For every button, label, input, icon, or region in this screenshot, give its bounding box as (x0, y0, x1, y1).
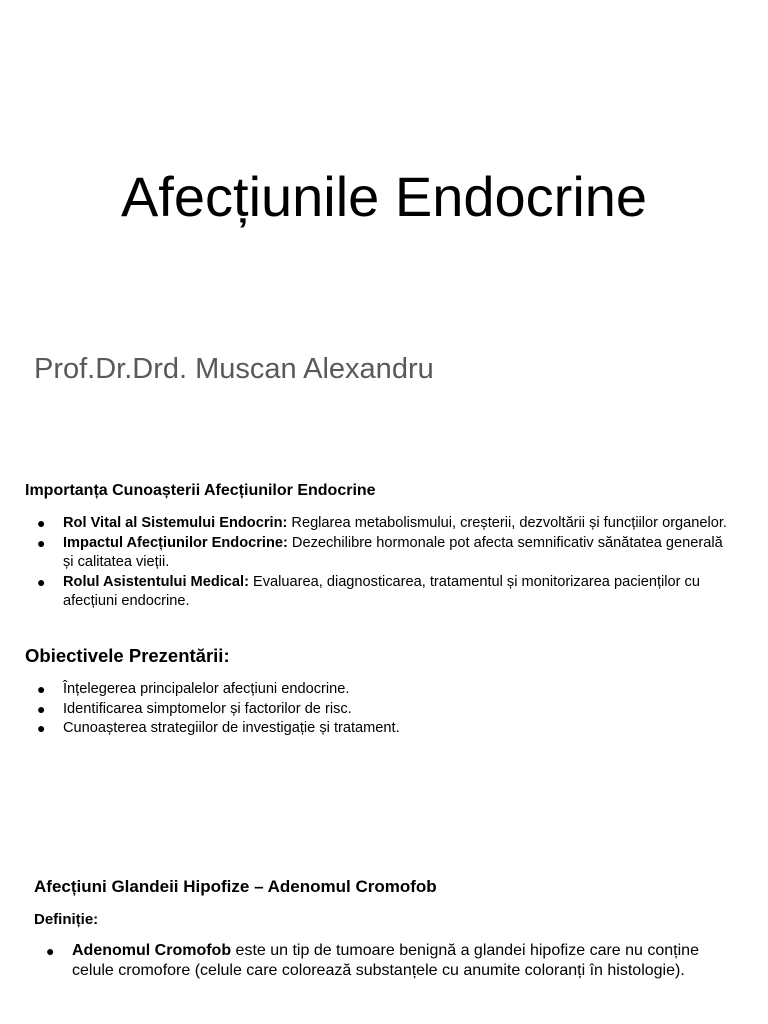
list-item (25, 680, 730, 700)
list-item (34, 941, 714, 981)
objectives-list (25, 680, 730, 739)
objectives-section (25, 645, 730, 739)
definition-label: Definiție: (34, 911, 99, 928)
item-text: Evaluarea, diagnosticarea, tratamentul și monitorizarea pacienților cu afecțiuni endocrine. (63, 573, 700, 609)
item-text: Identificarea simptomelor și factorilor de risc. (63, 700, 352, 717)
pituitary-section (34, 876, 714, 981)
item-bold-label: Adenomul Cromofob (72, 942, 232, 959)
list-item (25, 573, 730, 612)
importance-section (25, 481, 730, 612)
pituitary-list (34, 941, 714, 981)
item-text: Reglarea metabolismului, creșterii, dezvoltării și funcțiilor organelor. (287, 515, 727, 531)
importance-list (25, 514, 730, 612)
item-text: Cunoașterea strategiilor de investigație și tratament. (63, 720, 400, 736)
bullet-icon: ● (37, 681, 46, 697)
list-item (25, 719, 730, 739)
bullet-icon: ● (37, 720, 46, 736)
bullet-icon: ● (37, 534, 46, 551)
page-title: Afecțiunile Endocrine (120, 165, 648, 228)
item-bold-label: Impactul Afecțiunilor Endocrine: (63, 534, 288, 551)
bullet-icon: ● (37, 515, 46, 531)
list-item (25, 534, 730, 573)
bullet-icon: ● (46, 943, 55, 959)
list-item (25, 514, 730, 534)
objectives-heading: Obiectivele Prezentării: (25, 645, 230, 666)
bullet-icon: ● (37, 700, 46, 717)
item-bold-label: Rolul Asistentului Medical: (63, 573, 249, 590)
item-text: Dezechilibre hormonale pot afecta semnificativ sănătatea generală și calitatea vieții. (63, 534, 723, 570)
bullet-icon: ● (37, 573, 46, 590)
importance-heading: Importanța Cunoașterii Afecțiunilor Endocrine (25, 482, 376, 499)
pituitary-heading: Afecțiuni Glandeii Hipofize – Adenomul Cromofob (34, 877, 437, 896)
item-text: este un tip de tumoare benignă a glandei hipofize care nu conține celule cromofore (celule care colorează substanțele cu anumite coloranți în histologie). (72, 942, 699, 979)
list-item (25, 700, 730, 720)
item-bold-label: Rol Vital al Sistemului Endocrin: (63, 515, 288, 531)
item-text: Înțelegerea principalelor afecțiuni endocrine. (63, 681, 350, 697)
author-name: Prof.Dr.Drd. Muscan Alexandru (34, 353, 434, 385)
